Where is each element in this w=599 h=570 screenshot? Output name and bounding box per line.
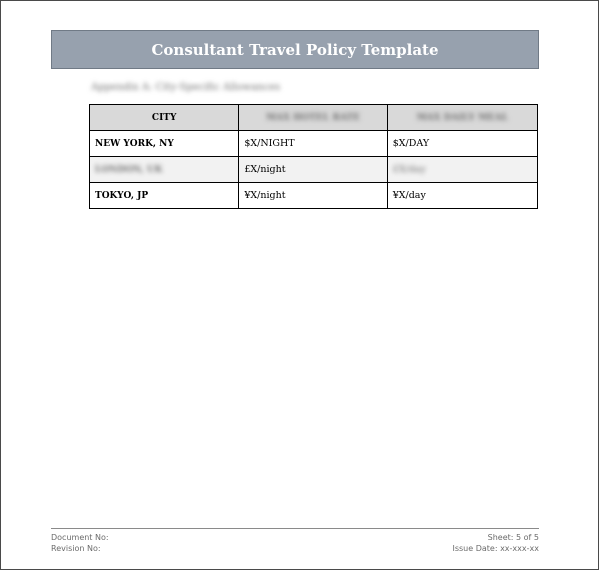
row-hotel-rate: $X/NIGHT [239,131,387,157]
table-row [90,183,538,209]
header-meal-rate [387,105,537,131]
sheet-number: Sheet: 5 of 5 [487,533,539,542]
rates-table [89,104,538,209]
title-banner [51,30,539,69]
document-title: Consultant Travel Policy Template [151,40,439,59]
row-city: NEW YORK, NY [90,131,239,157]
footer-row-1 [51,532,539,543]
table-row [90,157,538,183]
row-hotel-rate: ¥X/night [239,183,387,209]
header-hotel-rate-blurred: MAX HOTEL RATE [266,112,360,123]
footer-row-2 [51,543,539,554]
row-meal-rate: $X/DAY [387,131,537,157]
issue-date: Issue Date: xx-xxx-xx [452,544,539,553]
document-number-label: Document No: [51,533,109,542]
page-footer [51,528,539,554]
row-meal-rate-blurred: £X/day [392,164,426,175]
header-meal-rate-blurred: MAX DAILY MEAL [416,112,509,123]
intro-text-blurred: Appendix A: City-Specific Allowances [91,82,281,93]
row-meal-rate [387,157,537,183]
row-hotel-rate: £X/night [239,157,387,183]
row-city-blurred: LONDON, UK [95,164,163,175]
table-row [90,131,538,157]
row-city [90,157,239,183]
row-meal-rate: ¥X/day [387,183,537,209]
revision-number-label: Revision No: [51,544,101,553]
row-city: TOKYO, JP [90,183,239,209]
table-header-row [90,105,538,131]
header-city: CITY [90,105,239,131]
header-hotel-rate [239,105,387,131]
